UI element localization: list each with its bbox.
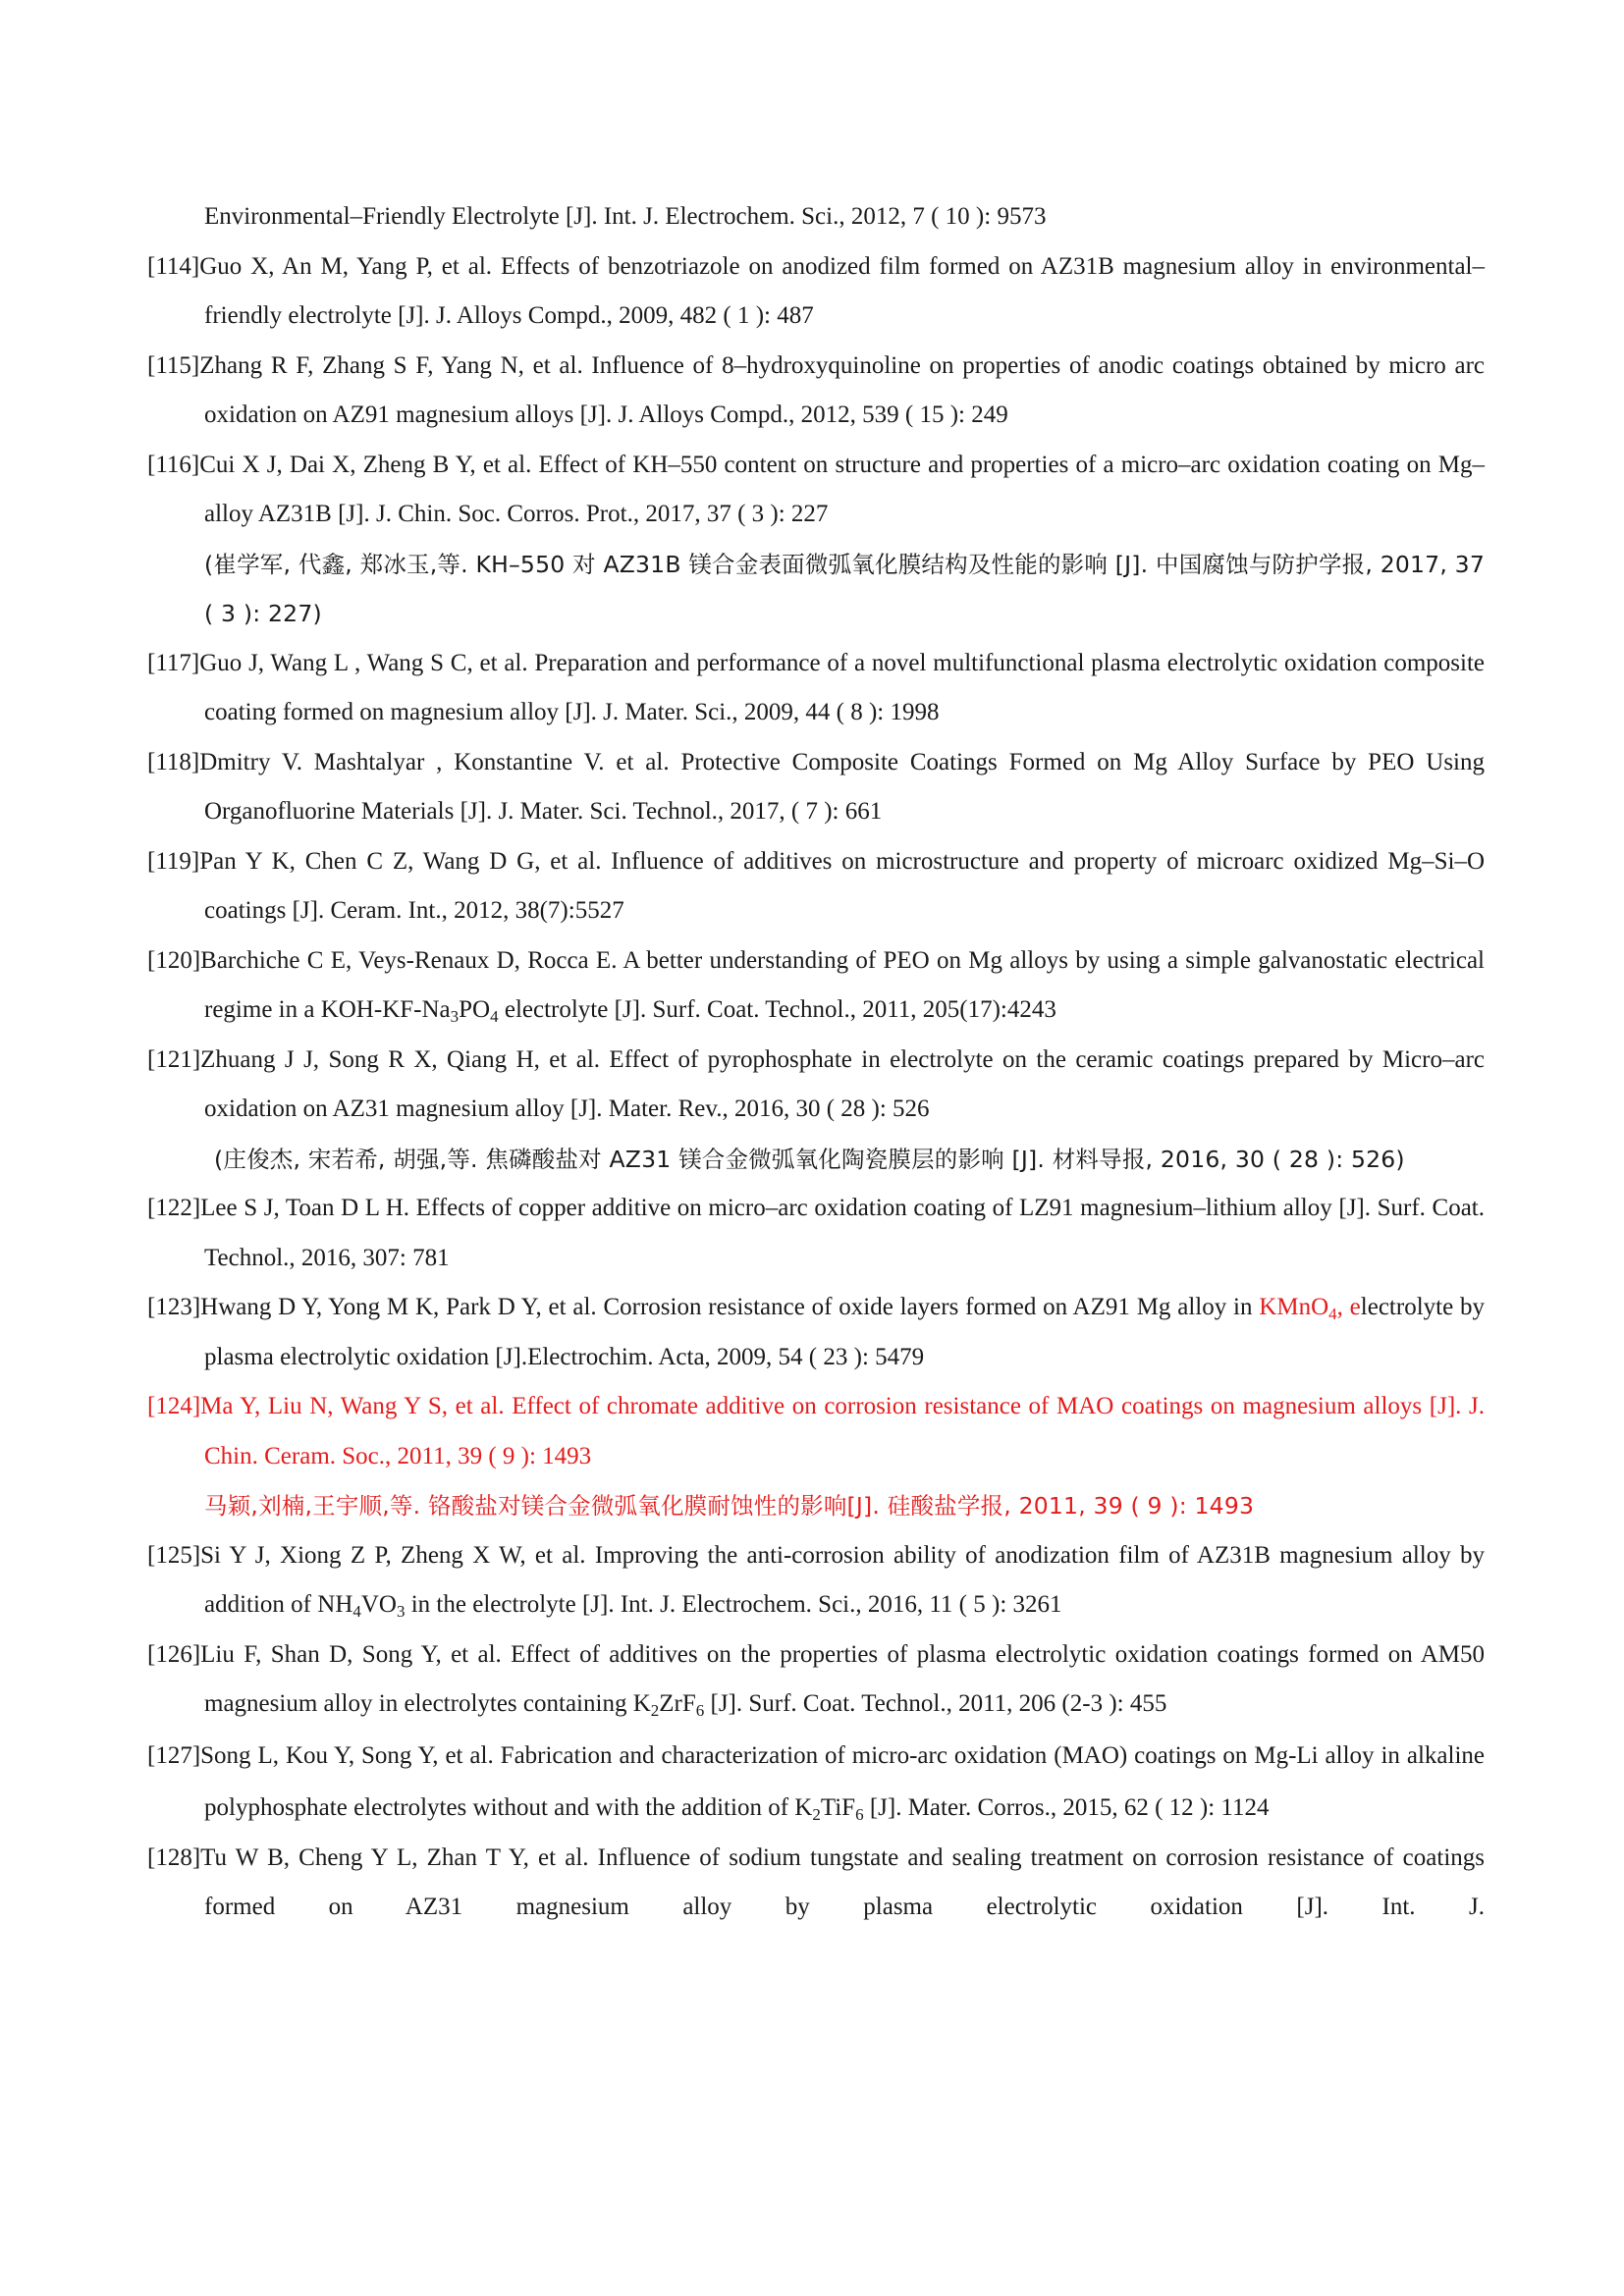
reference-text: Cui X J, Dai X, Zheng B Y, et al. Effect of KH–550 content on structure and properties of a micro–arc oxidation coating on Mg–alloy AZ31B [J]. J. Chin. Soc. Corros. Prot., 2017, 37 ( 3 ): 227 (199, 451, 1485, 527)
reference-116 (147, 441, 1485, 540)
reference-121 (147, 1036, 1485, 1135)
reference-114 (147, 242, 1485, 342)
reference-text: Guo J, Wang L , Wang S C, et al. Preparation and performance of a novel multifunctional plasma electrolytic oxidation composite coating formed on magnesium alloy [J]. J. Mater. Sci., 2009, 44 ( 8 ): 1998 (199, 649, 1485, 725)
reference-number: [124] (147, 1393, 201, 1419)
reference-121-chinese: (庄俊杰, 宋若希, 胡强,等. 焦磷酸盐对 AZ31 镁合金微弧氧化陶瓷膜层的影响 [J]. 材料导报, 2016, 30 ( 28 ): 526) (214, 1145, 1405, 1173)
reference-128 (147, 1834, 1485, 1933)
reference-number: [126] (147, 1640, 201, 1668)
reference-115 (147, 342, 1485, 441)
reference-124 (147, 1382, 1485, 1481)
reference-text: Pan Y K, Chen C Z, Wang D G, et al. Influence of additives on microstructure and property of microarc oxidized Mg–Si–O coatings [J]. Ceram. Int., 2012, 38(7):5527 (199, 847, 1485, 924)
reference-number: [118] (147, 748, 200, 775)
reference-number: [119] (147, 847, 200, 875)
reference-124-chinese: 马颖,刘楠,王宇顺,等. 铬酸盐对镁合金微弧氧化膜耐蚀性的影响[J]. 硅酸盐学报, 2011, 39 ( 9 ): 1493 (204, 1492, 1255, 1520)
reference-number: [120] (147, 946, 201, 974)
reference-number: [117] (147, 649, 200, 676)
highlighted-text: KMnO$_4$, e (1259, 1294, 1361, 1323)
reference-continuation: Environmental–Friendly Electrolyte [J]. Int. J. Electrochem. Sci., 2012, 7 ( 10 ): 9573 (204, 203, 1047, 230)
reference-number: [125] (147, 1541, 201, 1569)
reference-number: [115] (147, 351, 200, 379)
reference-122 (147, 1184, 1485, 1283)
reference-126: [126]Liu F, Shan D, Song Y, et al. Effect of additives on the properties of plasma electrolytic oxidation coatings formed on AM50 magnesium alloy in electrolytes containing $K_2ZrF_6$ [J]. Surf. Coat. Technol., 2011, 206 (2-3 ): 455 (147, 1640, 1485, 1720)
reference-116-chinese: (崔学军, 代鑫, 郑冰玉,等. KH–550 对 AZ31B 镁合金表面微弧氧化膜结构及性能的影响 [J]. 中国腐蚀与防护学报, 2017, 37 ( 3 ): 227) (204, 550, 1485, 627)
reference-text: Tu W B, Cheng Y L, Zhan T Y, et al. Influence of sodium tungstate and sealing treatment on corrosion resistance of coatings formed on AZ31 magnesium alloy by plasma electrolytic oxidation [J]. Int. J. (200, 1843, 1485, 1920)
reference-text: Lee S J, Toan D L H. Effects of copper additive on micro–arc oxidation coating of LZ91 magnesium–lithium alloy [J]. Surf. Coat. Technol., 2016, 307: 781 (200, 1195, 1485, 1271)
reference-number: [116] (147, 451, 200, 478)
reference-number: [121] (147, 1045, 201, 1073)
reference-number: [127] (147, 1741, 201, 1769)
reference-number: [128] (147, 1843, 201, 1871)
reference-list (147, 192, 1485, 1933)
reference-119 (147, 837, 1485, 936)
reference-text: Ma Y, Liu N, Wang Y S, et al. Effect of chromate additive on corrosion resistance of MAO coatings on magnesium alloys [J]. J. Chin. Ceram. Soc., 2011, 39 ( 9 ): 1493 (200, 1393, 1485, 1469)
reference-127: [127]Song L, Kou Y, Song Y, et al. Fabrication and characterization of micro‑arc oxidation (MAO) coatings on Mg‑Li alloy in alkaline polyphosphate electrolytes without and with the addition of $K_2TiF_6$ [J]. Mater. Corros., 2015, 62 ( 12 ): 1124 (147, 1741, 1485, 1824)
reference-text: Dmitry V. Mashtalyar , Konstantine V. et al. Protective Composite Coatings Formed on Mg Alloy Surface by PEO Using Organofluorine Materials [J]. J. Mater. Sci. Technol., 2017, ( 7 ): 661 (199, 748, 1485, 825)
reference-number: [122] (147, 1195, 201, 1221)
reference-118 (147, 738, 1485, 837)
reference-120: [120]Barchiche C E, Veys-Renaux D, Rocca E. A better understanding of PEO on Mg alloys by using a simple galvanostatic electrical regime in a KOH-$KF-Na_3PO_4$ electrolyte [J]. Surf. Coat. Technol., 2011, 205(17):4243 (147, 946, 1485, 1026)
reference-number: [114] (147, 252, 200, 280)
reference-text: Zhang R F, Zhang S F, Yang N, et al. Influence of 8–hydroxyquinoline on properties of anodic coatings obtained by micro arc oxidation on AZ91 magnesium alloys [J]. J. Alloys Compd., 2012, 539 ( 15 ): 249 (199, 351, 1485, 428)
reference-117 (147, 639, 1485, 738)
reference-text: Zhuang J J, Song R X, Qiang H, et al. Effect of pyrophosphate in electrolyte on the ceramic coatings prepared by Micro–arc oxidation on AZ31 magnesium alloy [J]. Mater. Rev., 2016, 30 ( 28 ): 526 (200, 1045, 1485, 1122)
reference-125: [125]Si Y J, Xiong Z P, Zheng X W, et al. Improving the anti-corrosion ability of anodization film of AZ31B magnesium alloy by addition of $NH_4VO_3$ in the electrolyte [J]. Int. J. Electrochem. Sci., 2016, 11 ( 5 ): 3261 (147, 1541, 1485, 1621)
reference-text: Guo X, An M, Yang P, et al. Effects of benzotriazole on anodized film formed on AZ31B magnesium alloy in environmental–friendly electrolyte [J]. J. Alloys Compd., 2009, 482 ( 1 ): 487 (199, 252, 1485, 329)
reference-number: [123] (147, 1294, 201, 1320)
reference-123: [123]Hwang D Y, Yong M K, Park D Y, et al. Corrosion resistance of oxide layers formed on AZ91 Mg alloy in KMnO$_4$, electrolyte by plasma electrolytic oxidation [J].Electrochim. Acta, 2009, 54 ( 23 ): 5479 (147, 1294, 1485, 1370)
